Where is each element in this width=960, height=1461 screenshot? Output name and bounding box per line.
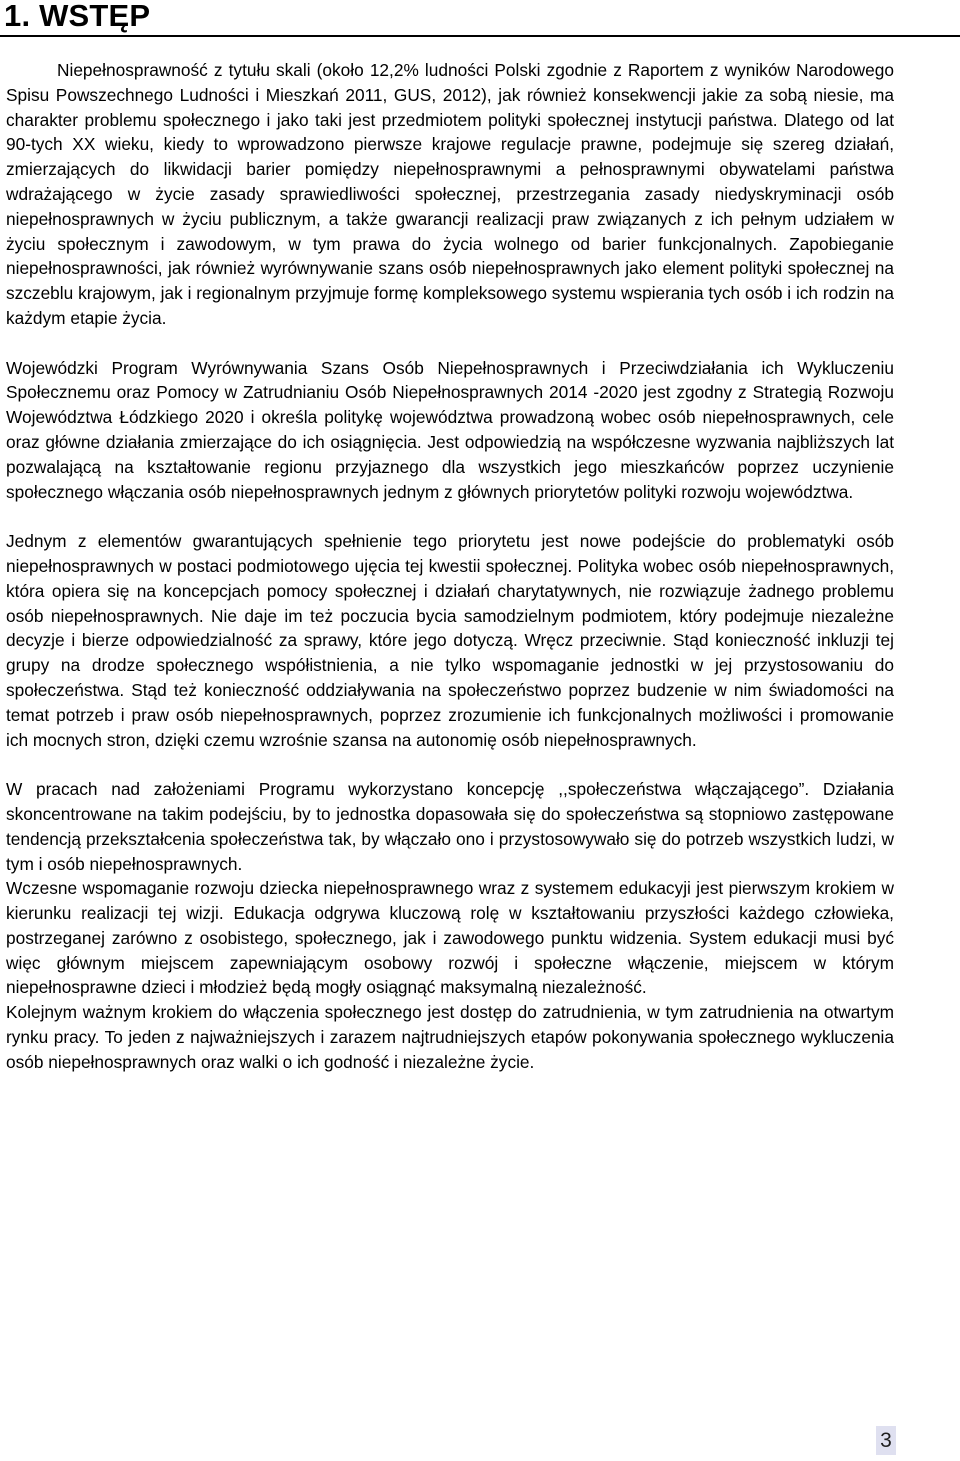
body-text xyxy=(6,58,894,1075)
paragraph-2: Wojewódzki Program Wyrównywania Szans Osób Niepełnosprawnych i Przeciwdziałania ich Wykluczeniu Społecznemu oraz Pomocy w Zatrudnianiu Osób Niepełnosprawnych 2014 -2020 jest zgodny z Strategią Rozwoju Województwa Łódzkiego 2020 i określa politykę województwa prowadzoną wobec osób niepełnosprawnych, cele oraz główne działania zmierzające do ich osiągnięcia. Jest odpowiedzią na współczesne wyzwania najbliższych lat pozwalającą na kształtowanie regionu przyjaznego dla wszystkich jego mieszkańców poprzez uczynienie społecznego włączania osób niepełnosprawnych jednym z głównych priorytetów polityki rozwoju województwa. xyxy=(6,357,894,502)
paragraph-4: W pracach nad założeniami Programu wykorzystano koncepcję ,,społeczeństwa włączającego”. Działania skoncentrowane na takim podejściu, by to jednostka dopasowała się do społeczeństwa są stopniowo zastępowane tendencją przekształcenia społeczeństwa tak, by włączało ono i przystosowywało się do potrzeb wszystkich ludzi, w tym i osób niepełnosprawnych. xyxy=(6,779,894,874)
paragraph-1: Niepełnosprawność z tytułu skali (około 12,2% ludności Polski zgodnie z Raportem z wyników Narodowego Spisu Powszechnego Ludności i Mieszkań 2011, GUS, 2012), jak również konsekwencji jakie za sobą niesie, ma charakter problemu społecznego i jako taki jest przedmiotem polityki społecznej instytucji państwa. Dlatego od lat 90-tych XX wieku, kiedy to wprowadzono pierwsze krajowe regulacje prawne, podejmuje się szereg działań, zmierzających do likwidacji barier pomiędzy niepełnosprawnymi a pełnosprawnymi obywatelami państwa wdrażającego w życie zasady sprawiedliwości społecznej, przestrzegania zasady niedyskryminacji osób niepełnosprawnych w życiu publicznym, a także gwarancji realizacji praw związanych z ich pełnym udziałem w życiu społecznym i zawodowym, w tym prawa do życia wolnego od barier funkcjonalnych. Zapobieganie niepełnosprawności, jak również wyrównywanie szans osób niepełnosprawnych jako element polityki społecznej na szczeblu krajowym, jak i regionalnym przyjmuje formę kompleksowego systemu wspierania tych osób i ich rodzin na każdym etapie życia. xyxy=(6,60,894,328)
paragraph-6: Kolejnym ważnym krokiem do włączenia społecznego jest dostęp do zatrudnienia, w tym zatrudnienia na otwartym rynku pracy. To jeden z najważniejszych i zarazem najtrudniejszych etapów pokonywania społecznego wykluczenia osób niepełnosprawnych oraz walki o ich godność i niezależne życie. xyxy=(6,1002,894,1072)
paragraph-5: Wczesne wspomaganie rozwoju dziecka niepełnosprawnego wraz z systemem edukacyji jest pierwszym krokiem w kierunku realizacji tej wizji. Edukacja odgrywa kluczową rolę w kształtowaniu przyszłości każdego człowieka, postrzeganej zarówno z osobistego, społecznego, jak i zawodowego punktu widzenia. System edukacji musi być więc głównym miejscem zapewniającym osobowy rozwój i społeczne włączenie, miejscem w którym niepełnosprawne dzieci i młodzież będą mogły osiągnąć maksymalną niezależność. xyxy=(6,878,894,998)
page-number: 3 xyxy=(876,1426,896,1455)
paragraph-3: Jednym z elementów gwarantujących spełnienie tego priorytetu jest nowe podejście do problematyki osób niepełnosprawnych w postaci podmiotowego ujęcia tej kwestii społecznej. Polityka wobec osób niepełnosprawnych, która opiera się na koncepcjach pomocy społecznej i działań charytatywnych, nie rozwiązuje żadnego problemu osób niepełnosprawnych. Nie daje im też poczucia bycia samodzielnym podmiotem, który podejmuje niezależne decyzje i bierze odpowiedzialność za sprawy, które jego dotyczą. Wręcz przeciwnie. Stąd konieczność inkluzji tej grupy na drodze społecznego współistnienia, a nie tylko wspomaganie jednostki w jej przystosowaniu do społeczeństwa. Stąd też konieczność oddziaływania na społeczeństwo poprzez budzenie w nim świadomości na temat potrzeb i praw osób niepełnosprawnych, poprzez zrozumienie ich funkcjonalnych możliwości i promowanie ich mocnych stron, dzięki czemu wzrośnie szansa na autonomię osób niepełnosprawnych. xyxy=(6,531,894,750)
section-heading: 1. WSTĘP xyxy=(4,0,151,33)
heading-underline xyxy=(0,35,960,37)
